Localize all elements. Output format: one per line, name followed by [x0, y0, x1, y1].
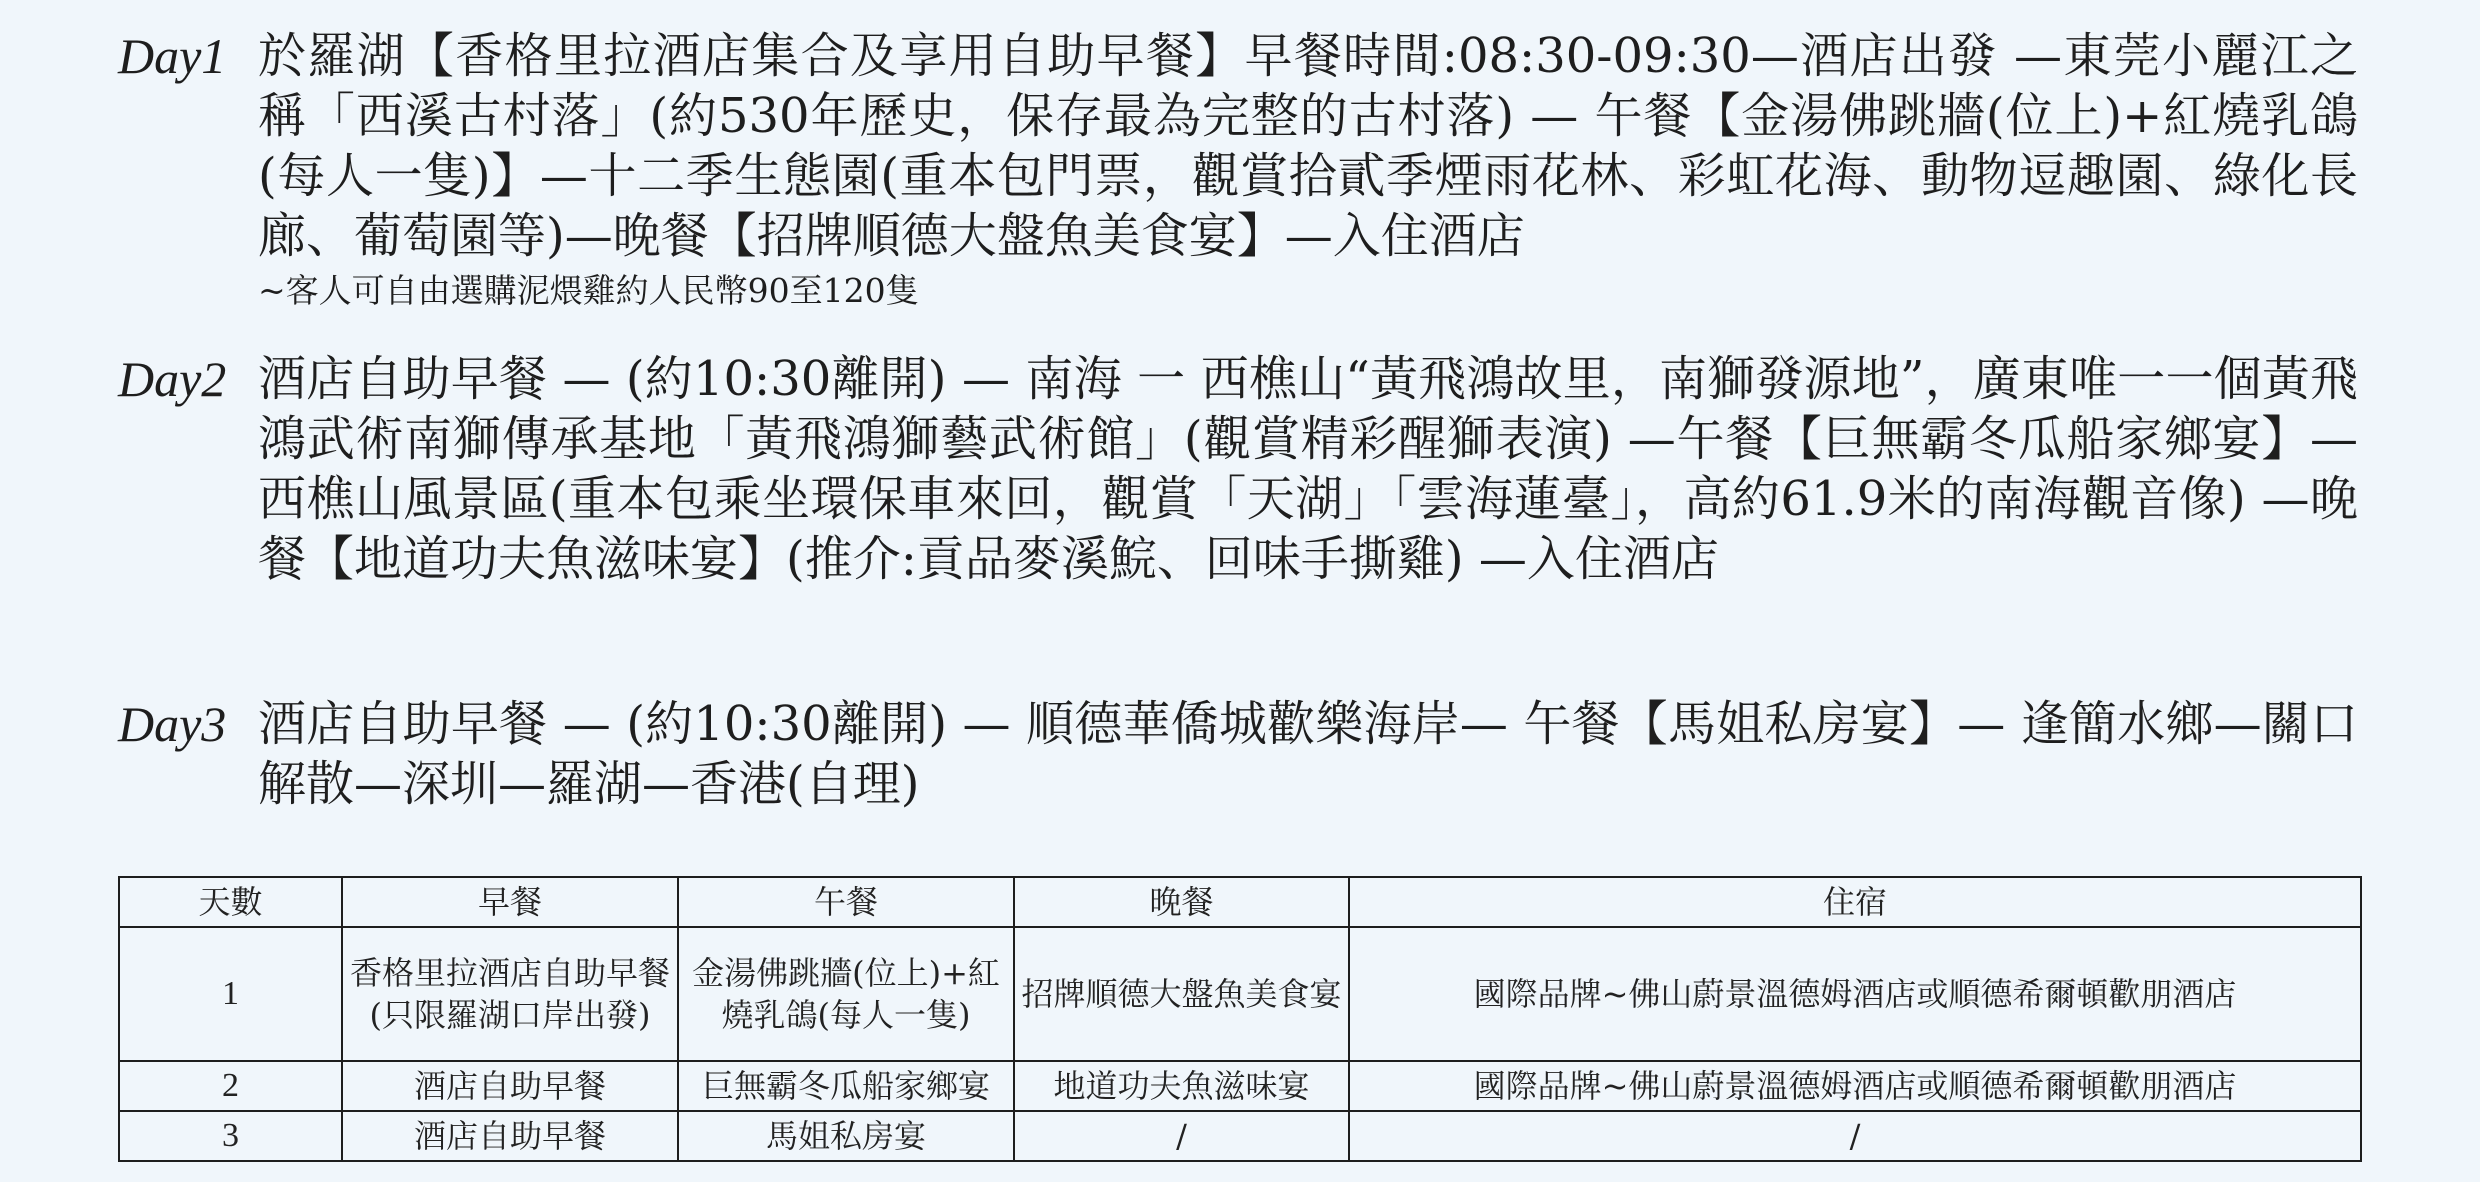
cell-accommodation: /	[1349, 1111, 2361, 1161]
cell-day: 3	[119, 1111, 342, 1161]
cell-breakfast: 酒店自助早餐	[342, 1061, 678, 1111]
cell-accommodation: 國際品牌~佛山蔚景溫德姆酒店或順德希爾頓歡朋酒店	[1349, 1061, 2361, 1111]
cell-dinner: /	[1014, 1111, 1349, 1161]
header-breakfast: 早餐	[342, 877, 678, 927]
day-label: Day1	[118, 28, 227, 84]
table-row	[119, 1111, 2361, 1161]
day-description: 於羅湖【香格里拉酒店集合及享用自助早餐】早餐時間:08:30-09:30—酒店出發 —東莞小麗江之稱「西溪古村落」(約530年歷史，保存最為完整的古村落) — 午餐【金湯佛跳牆(位上)+紅燒乳鴿(每人一隻)】—十二季生態園(重本包門票，觀賞拾貳季煙雨花林、彩虹花海、動物逗趣園、綠化長廊、葡萄園等)—晚餐【招牌順德大盤魚美食宴】—入住酒店	[258, 28, 2358, 264]
cell-lunch: 馬姐私房宴	[678, 1111, 1014, 1161]
day-1-itinerary	[118, 26, 2358, 314]
cell-accommodation: 國際品牌~佛山蔚景溫德姆酒店或順德希爾頓歡朋酒店	[1349, 927, 2361, 1061]
meal-accommodation-table	[118, 876, 2362, 1162]
cell-day: 1	[119, 927, 342, 1061]
cell-day: 2	[119, 1061, 342, 1111]
day-label: Day2	[118, 351, 227, 407]
day-3-itinerary	[118, 694, 2358, 814]
cell-dinner: 招牌順德大盤魚美食宴	[1014, 927, 1349, 1061]
day-description: 酒店自助早餐 — (約10:30離開) — 南海 一 西樵山“黃飛鴻故里，南獅發源地”，廣東唯一一個黃飛鴻武術南獅傳承基地「黃飛鴻獅藝武術館」(觀賞精彩醒獅表演) —午餐【巨無霸冬瓜船家鄉宴】—西樵山風景區(重本包乘坐環保車來回，觀賞「天湖」「雲海蓮臺」，高約61.9米的南海觀音像) —晚餐【地道功夫魚滋味宴】(推介:貢品麥溪鯇、回味手撕雞) —入住酒店	[258, 351, 2358, 587]
day-note: ~客人可自由選購泥煨雞約人民幣90至120隻	[258, 271, 919, 310]
header-lunch: 午餐	[678, 877, 1014, 927]
header-dinner: 晚餐	[1014, 877, 1349, 927]
cell-breakfast: 香格里拉酒店自助早餐(只限羅湖口岸出發)	[342, 927, 678, 1061]
day-description: 酒店自助早餐 — (約10:30離開) — 順德華僑城歡樂海岸— 午餐【馬姐私房宴】— 逢簡水鄉—關口解散—深圳—羅湖—香港(自理)	[258, 696, 2358, 812]
cell-dinner: 地道功夫魚滋味宴	[1014, 1061, 1349, 1111]
cell-lunch: 巨無霸冬瓜船家鄉宴	[678, 1061, 1014, 1111]
day-label: Day3	[118, 696, 227, 752]
cell-breakfast: 酒店自助早餐	[342, 1111, 678, 1161]
day-2-itinerary	[118, 349, 2358, 589]
header-day: 天數	[119, 877, 342, 927]
header-accommodation: 住宿	[1349, 877, 2361, 927]
table-row	[119, 927, 2361, 1061]
table-header-row	[119, 877, 2361, 927]
table-row	[119, 1061, 2361, 1111]
cell-lunch: 金湯佛跳牆(位上)+紅燒乳鴿(每人一隻)	[678, 927, 1014, 1061]
